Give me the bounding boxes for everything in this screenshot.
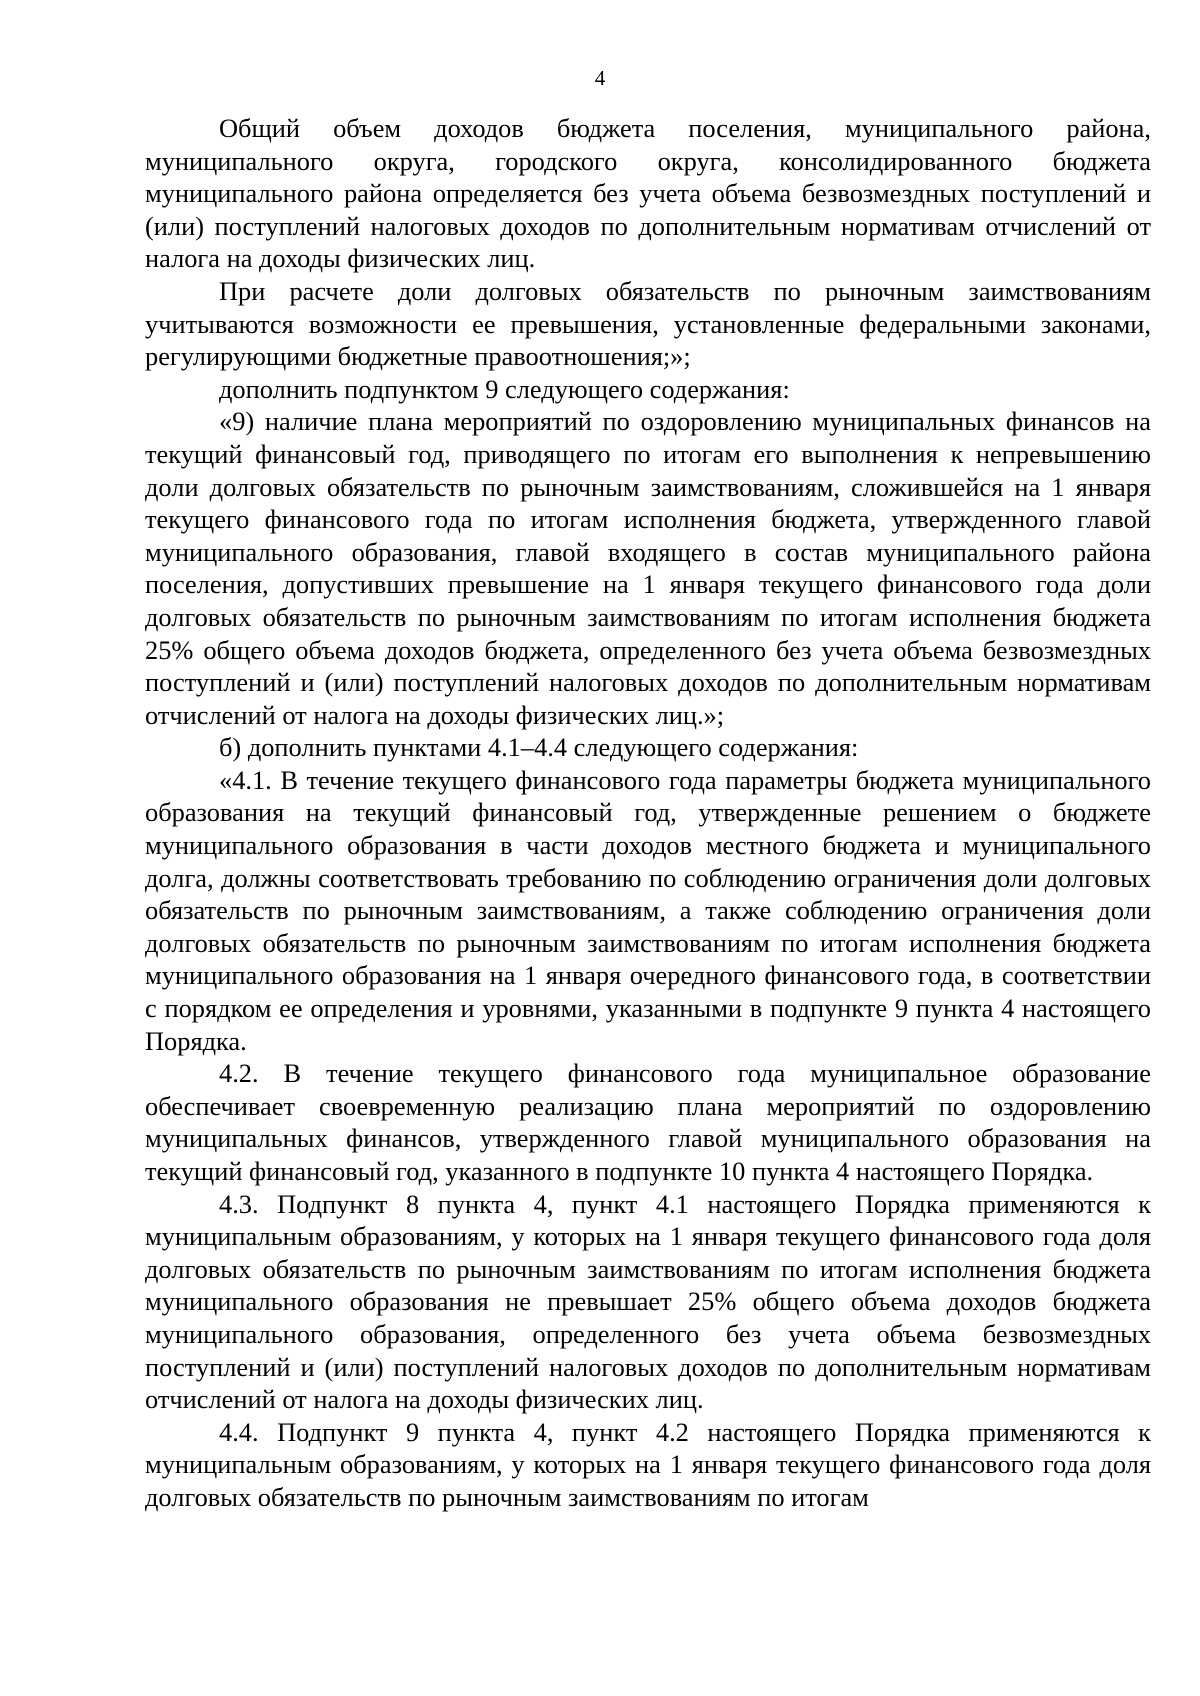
paragraph-clause-4-1: «4.1. В течение текущего финансового года параметры бюджета муниципального образования на текущий финансовый год, утвержденные решением о бюджете муниципального образования в части доходов местного бюджета и муниципального долга, должны соответствовать требованию по соблюдению ограничения доли долговых обязательств по рыночным заимствованиям, а также соблюдению ограничения доли долговых обязательств по рыночным заимствованиям по итогам исполнения бюджета муниципального образования на 1 января очередного финансового года, в соответствии с порядком ее определения и уровнями, указанными в подпункте 9 пункта 4 настоящего Порядка. — [145, 764, 1151, 1056]
document-body — [145, 112, 1151, 1514]
paragraph-clause-4-2: 4.2. В течение текущего финансового года муниципальное образование обеспечивает своевременную реализацию плана мероприятий по оздоровлению муниципальных финансов, утвержденного главой муниципального образования на текущий финансовый год, указанного в подпункте 10 пункта 4 настоящего Порядка. — [145, 1058, 1151, 1186]
paragraph-debt-share-calculation: При расчете доли долговых обязательств по рыночным заимствованиям учитываются возможности ее превышения, установленные федеральными законами, регулирующими бюджетные правоотношения;»; — [145, 275, 1151, 372]
paragraph-total-revenue: Общий объем доходов бюджета поселения, муниципального района, муниципального округа, городского округа, консолидированного бюджета муниципального района определяется без учета объема безвозмездных поступлений и (или) поступлений налоговых доходов по дополнительным нормативам отчислений от налога на доходы физических лиц. — [145, 113, 1151, 274]
paragraph-add-clauses-4-1-4-4: б) дополнить пунктами 4.1–4.4 следующего содержания: — [219, 732, 859, 763]
paragraph-add-subclause-9: дополнить подпунктом 9 следующего содержания: — [219, 373, 790, 404]
paragraph-subclause-9: «9) наличие плана мероприятий по оздоровлению муниципальных финансов на текущий финансовый год, приводящего по итогам его выполнения к непревышению доли долговых обязательств по рыночным заимствованиям, сложившейся на 1 января текущего финансового года по итогам исполнения бюджета, утвержденного главой муниципального образования, главой входящего в состав муниципального района поселения, допустивших превышение на 1 января текущего финансового года доли долговых обязательств по рыночным заимствованиям по итогам исполнения бюджета 25% общего объема доходов бюджета, определенного без учета объема безвозмездных поступлений и (или) поступлений налоговых доходов по дополнительным нормативам отчислений от налога на доходы физических лиц.»; — [145, 406, 1151, 730]
paragraph-clause-4-3: 4.3. Подпункт 8 пункта 4, пункт 4.1 настоящего Порядка применяются к муниципальным образованиям, у которых на 1 января текущего финансового года доля долговых обязательств по рыночным заимствованиям по итогам исполнения бюджета муниципального образования не превышает 25% общего объема доходов бюджета муниципального образования, определенного без учета объема безвозмездных поступлений и (или) поступлений налоговых доходов по дополнительным нормативам отчислений от налога на доходы физических лиц. — [145, 1188, 1151, 1415]
page-number: 4 — [594, 66, 606, 90]
paragraph-clause-4-4: 4.4. Подпункт 9 пункта 4, пункт 4.2 настоящего Порядка применяются к муниципальным образованиям, у которых на 1 января текущего финансового года доля долговых обязательств по рыночным заимствованиям по итогам — [145, 1416, 1151, 1512]
